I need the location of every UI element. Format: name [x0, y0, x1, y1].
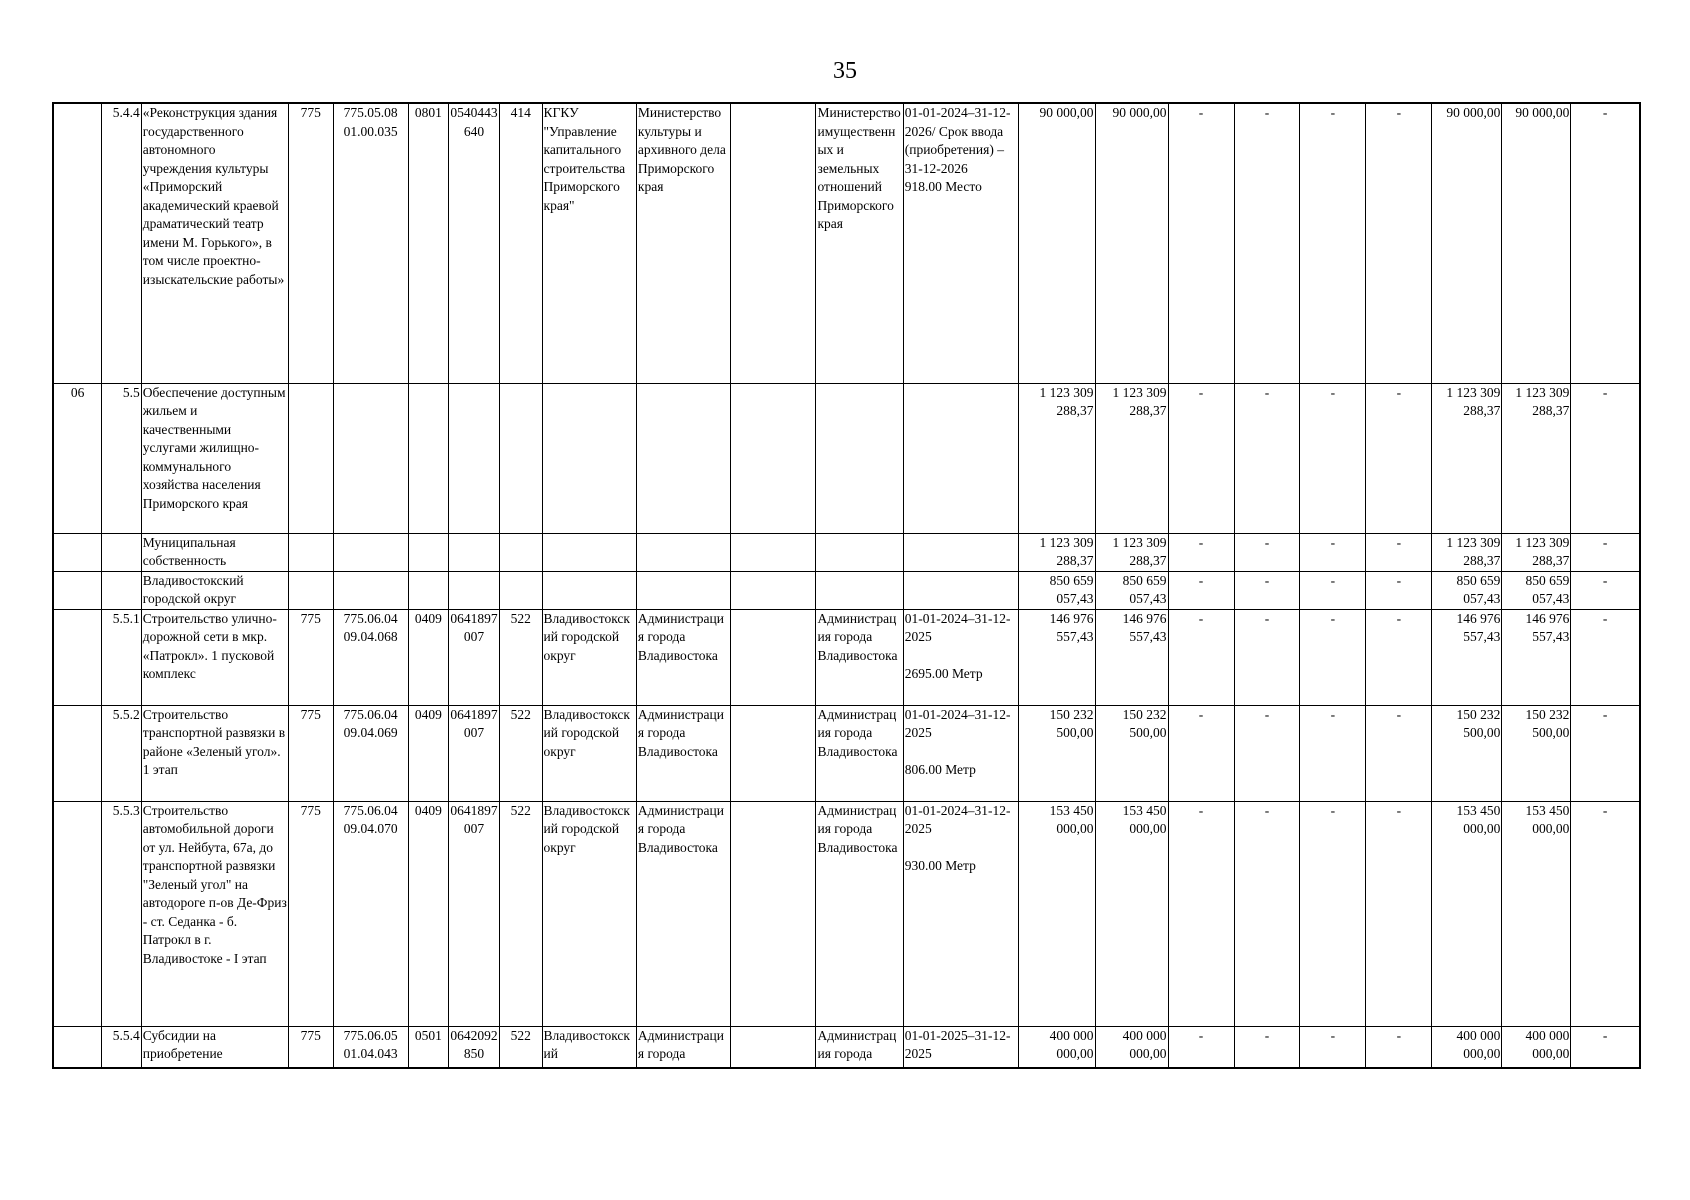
cell-v6: 146 976 557,43: [1502, 609, 1571, 705]
table-row: [53, 801, 1640, 1026]
capacity-value: 2695.00 Метр: [904, 666, 983, 681]
cell-empty: [731, 1026, 816, 1068]
cell-customer: Администрация города Владивостока: [816, 801, 903, 1026]
cell-total: 90 000,00: [1019, 103, 1095, 383]
cell-v7: -: [1571, 103, 1640, 383]
cell-empty: [731, 609, 816, 705]
cell-v7: -: [1571, 383, 1640, 533]
cell-grbs: 775: [288, 1026, 333, 1068]
cell-total2: 1 123 309 288,37: [1095, 383, 1168, 533]
cell-idx: [53, 609, 102, 705]
cell-rz: [408, 383, 449, 533]
cell-code: 5.4.4: [102, 103, 142, 383]
cell-v5: 146 976 557,43: [1432, 609, 1502, 705]
cell-empty: [731, 383, 816, 533]
cell-v5: 90 000,00: [1432, 103, 1502, 383]
cell-period: [903, 533, 1019, 571]
cell-v1: -: [1168, 571, 1234, 609]
cell-empty: [731, 801, 816, 1026]
capacity-value: 918.00 Место: [904, 179, 982, 194]
cell-rz: 0501: [408, 1026, 449, 1068]
cell-name: «Реконструкция здания государственного автономного учреждения культуры «Приморский академический краевой драматический театр имени М. Горького», в том числе проектно-изыскательские работы»: [141, 103, 288, 383]
cell-v4: -: [1366, 103, 1432, 383]
cell-rz: [408, 533, 449, 571]
cell-v7: -: [1571, 705, 1640, 801]
cell-name: Обеспечение доступным жильем и качественными услугами жилищно-коммунального хозяйства населения Приморского края: [141, 383, 288, 533]
cell-csr: [449, 383, 500, 533]
cell-period: [903, 383, 1019, 533]
cell-name: Муниципальная собственность: [141, 533, 288, 571]
cell-v2: -: [1234, 383, 1300, 533]
cell-v3: -: [1300, 1026, 1366, 1068]
cell-grbs: 775: [288, 103, 333, 383]
cell-v7: -: [1571, 571, 1640, 609]
cell-vr: [499, 571, 542, 609]
cell-csr: [449, 571, 500, 609]
cell-period: [903, 571, 1019, 609]
cell-ident: 775.06.04 09.04.070: [333, 801, 408, 1026]
cell-v5: 850 659 057,43: [1432, 571, 1502, 609]
cell-v5: 400 000 000,00: [1432, 1026, 1502, 1068]
cell-v1: -: [1168, 533, 1234, 571]
cell-v1: -: [1168, 609, 1234, 705]
cell-v6: 1 123 309 288,37: [1502, 383, 1571, 533]
table-row: [53, 609, 1640, 705]
page-number: 35: [833, 58, 857, 84]
cell-v2: -: [1234, 103, 1300, 383]
cell-code: [102, 571, 142, 609]
cell-code: 5.5.3: [102, 801, 142, 1026]
cell-customer: [816, 533, 903, 571]
cell-idx: 06: [53, 383, 102, 533]
cell-idx: [53, 705, 102, 801]
cell-v4: -: [1366, 609, 1432, 705]
cell-v3: -: [1300, 801, 1366, 1026]
cell-v1: -: [1168, 801, 1234, 1026]
cell-ident: 775.06.05 01.04.043: [333, 1026, 408, 1068]
cell-period: 01-01-2025–31-12-2025: [903, 1026, 1019, 1068]
cell-grbs: 775: [288, 705, 333, 801]
cell-vr: 522: [499, 1026, 542, 1068]
cell-v5: 1 123 309 288,37: [1432, 383, 1502, 533]
table-row: [53, 533, 1640, 571]
cell-name: Владивостокский городской округ: [141, 571, 288, 609]
cell-name: Строительство транспортной развязки в районе «Зеленый угол». 1 этап: [141, 705, 288, 801]
cell-total: 1 123 309 288,37: [1019, 383, 1095, 533]
cell-rz: 0409: [408, 801, 449, 1026]
cell-v6: 1 123 309 288,37: [1502, 533, 1571, 571]
cell-recipient: Владивостокский городской округ: [542, 801, 636, 1026]
cell-total2: 146 976 557,43: [1095, 609, 1168, 705]
cell-idx: [53, 103, 102, 383]
cell-v5: 150 232 500,00: [1432, 705, 1502, 801]
cell-vr: [499, 533, 542, 571]
cell-ident: [333, 571, 408, 609]
cell-v1: -: [1168, 1026, 1234, 1068]
cell-total: 153 450 000,00: [1019, 801, 1095, 1026]
cell-total: 1 123 309 288,37: [1019, 533, 1095, 571]
cell-gov-body: [636, 383, 730, 533]
cell-vr: 522: [499, 705, 542, 801]
cell-v5: 1 123 309 288,37: [1432, 533, 1502, 571]
cell-v3: -: [1300, 533, 1366, 571]
cell-code: 5.5.4: [102, 1026, 142, 1068]
cell-v2: -: [1234, 609, 1300, 705]
cell-csr: 0641897007: [449, 705, 500, 801]
cell-code: 5.5.1: [102, 609, 142, 705]
cell-v6: 153 450 000,00: [1502, 801, 1571, 1026]
cell-gov-body: Администрация города Владивостока: [636, 801, 730, 1026]
program-table: [52, 102, 1641, 1069]
cell-v1: -: [1168, 103, 1234, 383]
cell-v2: -: [1234, 1026, 1300, 1068]
cell-v3: -: [1300, 571, 1366, 609]
cell-v3: -: [1300, 103, 1366, 383]
cell-rz: 0801: [408, 103, 449, 383]
cell-customer: [816, 383, 903, 533]
cell-vr: 414: [499, 103, 542, 383]
cell-vr: 522: [499, 801, 542, 1026]
cell-name: Субсидии на приобретение: [141, 1026, 288, 1068]
cell-gov-body: Администрация города Владивостока: [636, 609, 730, 705]
cell-total2: 1 123 309 288,37: [1095, 533, 1168, 571]
cell-recipient: Владивостокский: [542, 1026, 636, 1068]
cell-v6: 850 659 057,43: [1502, 571, 1571, 609]
capacity-value: 930.00 Метр: [904, 858, 976, 873]
cell-empty: [731, 533, 816, 571]
cell-grbs: 775: [288, 609, 333, 705]
cell-v4: -: [1366, 533, 1432, 571]
cell-v4: -: [1366, 571, 1432, 609]
cell-code: 5.5.2: [102, 705, 142, 801]
cell-recipient: [542, 571, 636, 609]
cell-total2: 850 659 057,43: [1095, 571, 1168, 609]
cell-v3: -: [1300, 383, 1366, 533]
cell-v3: -: [1300, 705, 1366, 801]
cell-rz: 0409: [408, 705, 449, 801]
table-row: [53, 103, 1640, 383]
cell-customer: Администрация города Владивостока: [816, 609, 903, 705]
cell-name: Строительство автомобильной дороги от ул. Нейбута, 67а, до транспортной развязки "Зеленый угол" на автодороге п-ов Де-Фриз - ст. Седанка - б. Патрокл в г. Владивостоке - I этап: [141, 801, 288, 1026]
cell-ident: [333, 383, 408, 533]
cell-gov-body: [636, 571, 730, 609]
cell-ident: 775.06.04 09.04.068: [333, 609, 408, 705]
cell-v7: -: [1571, 801, 1640, 1026]
cell-v4: -: [1366, 801, 1432, 1026]
cell-customer: [816, 571, 903, 609]
cell-csr: 0641897007: [449, 801, 500, 1026]
cell-empty: [731, 571, 816, 609]
cell-v2: -: [1234, 571, 1300, 609]
cell-vr: 522: [499, 609, 542, 705]
table-row: [53, 383, 1640, 533]
cell-v7: -: [1571, 533, 1640, 571]
cell-grbs: [288, 383, 333, 533]
cell-v2: -: [1234, 705, 1300, 801]
cell-vr: [499, 383, 542, 533]
cell-v4: -: [1366, 383, 1432, 533]
cell-v6: 150 232 500,00: [1502, 705, 1571, 801]
cell-csr: 0642092850: [449, 1026, 500, 1068]
cell-code: 5.5: [102, 383, 142, 533]
cell-grbs: 775: [288, 801, 333, 1026]
cell-gov-body: Министерство культуры и архивного дела Приморского края: [636, 103, 730, 383]
cell-v6: 400 000 000,00: [1502, 1026, 1571, 1068]
cell-grbs: [288, 571, 333, 609]
table-row: [53, 1026, 1640, 1068]
cell-ident: [333, 533, 408, 571]
cell-recipient: Владивостокский городской округ: [542, 705, 636, 801]
cell-recipient: КГКУ "Управление капитального строительства Приморского края": [542, 103, 636, 383]
cell-csr: 0641897007: [449, 609, 500, 705]
cell-recipient: [542, 533, 636, 571]
cell-recipient: [542, 383, 636, 533]
cell-name: Строительство улично-дорожной сети в мкр. «Патрокл». 1 пусковой комплекс: [141, 609, 288, 705]
cell-total2: 400 000 000,00: [1095, 1026, 1168, 1068]
cell-v2: -: [1234, 801, 1300, 1026]
cell-total: 146 976 557,43: [1019, 609, 1095, 705]
cell-v1: -: [1168, 383, 1234, 533]
cell-total: 850 659 057,43: [1019, 571, 1095, 609]
cell-period: 01-01-2024–31-12-2026/ Срок ввода (приобретения) – 31-12-2026 918.00 Место: [903, 103, 1019, 383]
cell-rz: [408, 571, 449, 609]
cell-gov-body: Администрация города: [636, 1026, 730, 1068]
cell-empty: [731, 705, 816, 801]
cell-customer: Администрация города Владивостока: [816, 705, 903, 801]
cell-idx: [53, 1026, 102, 1068]
cell-v4: -: [1366, 1026, 1432, 1068]
cell-customer: Министерство имущественных и земельных отношений Приморского края: [816, 103, 903, 383]
cell-v2: -: [1234, 533, 1300, 571]
cell-total2: 153 450 000,00: [1095, 801, 1168, 1026]
cell-v4: -: [1366, 705, 1432, 801]
cell-gov-body: Администрация города Владивостока: [636, 705, 730, 801]
cell-gov-body: [636, 533, 730, 571]
cell-idx: [53, 571, 102, 609]
cell-csr: 0540443640: [449, 103, 500, 383]
cell-recipient: Владивостокский городской округ: [542, 609, 636, 705]
cell-idx: [53, 533, 102, 571]
cell-grbs: [288, 533, 333, 571]
cell-ident: 775.05.08 01.00.035: [333, 103, 408, 383]
cell-code: [102, 533, 142, 571]
cell-total: 400 000 000,00: [1019, 1026, 1095, 1068]
cell-period: 01-01-2024–31-12-2025 930.00 Метр: [903, 801, 1019, 1026]
cell-total2: 150 232 500,00: [1095, 705, 1168, 801]
cell-period: 01-01-2024–31-12-2025 2695.00 Метр: [903, 609, 1019, 705]
cell-v7: -: [1571, 1026, 1640, 1068]
table-row: [53, 571, 1640, 609]
cell-rz: 0409: [408, 609, 449, 705]
cell-ident: 775.06.04 09.04.069: [333, 705, 408, 801]
cell-total2: 90 000,00: [1095, 103, 1168, 383]
cell-period: 01-01-2024–31-12-2025 806.00 Метр: [903, 705, 1019, 801]
cell-v6: 90 000,00: [1502, 103, 1571, 383]
cell-idx: [53, 801, 102, 1026]
cell-v3: -: [1300, 609, 1366, 705]
cell-total: 150 232 500,00: [1019, 705, 1095, 801]
table-row: [53, 705, 1640, 801]
capacity-value: 806.00 Метр: [904, 762, 976, 777]
cell-empty: [731, 103, 816, 383]
cell-customer: Администрация города: [816, 1026, 903, 1068]
cell-v5: 153 450 000,00: [1432, 801, 1502, 1026]
cell-v7: -: [1571, 609, 1640, 705]
cell-csr: [449, 533, 500, 571]
cell-v1: -: [1168, 705, 1234, 801]
